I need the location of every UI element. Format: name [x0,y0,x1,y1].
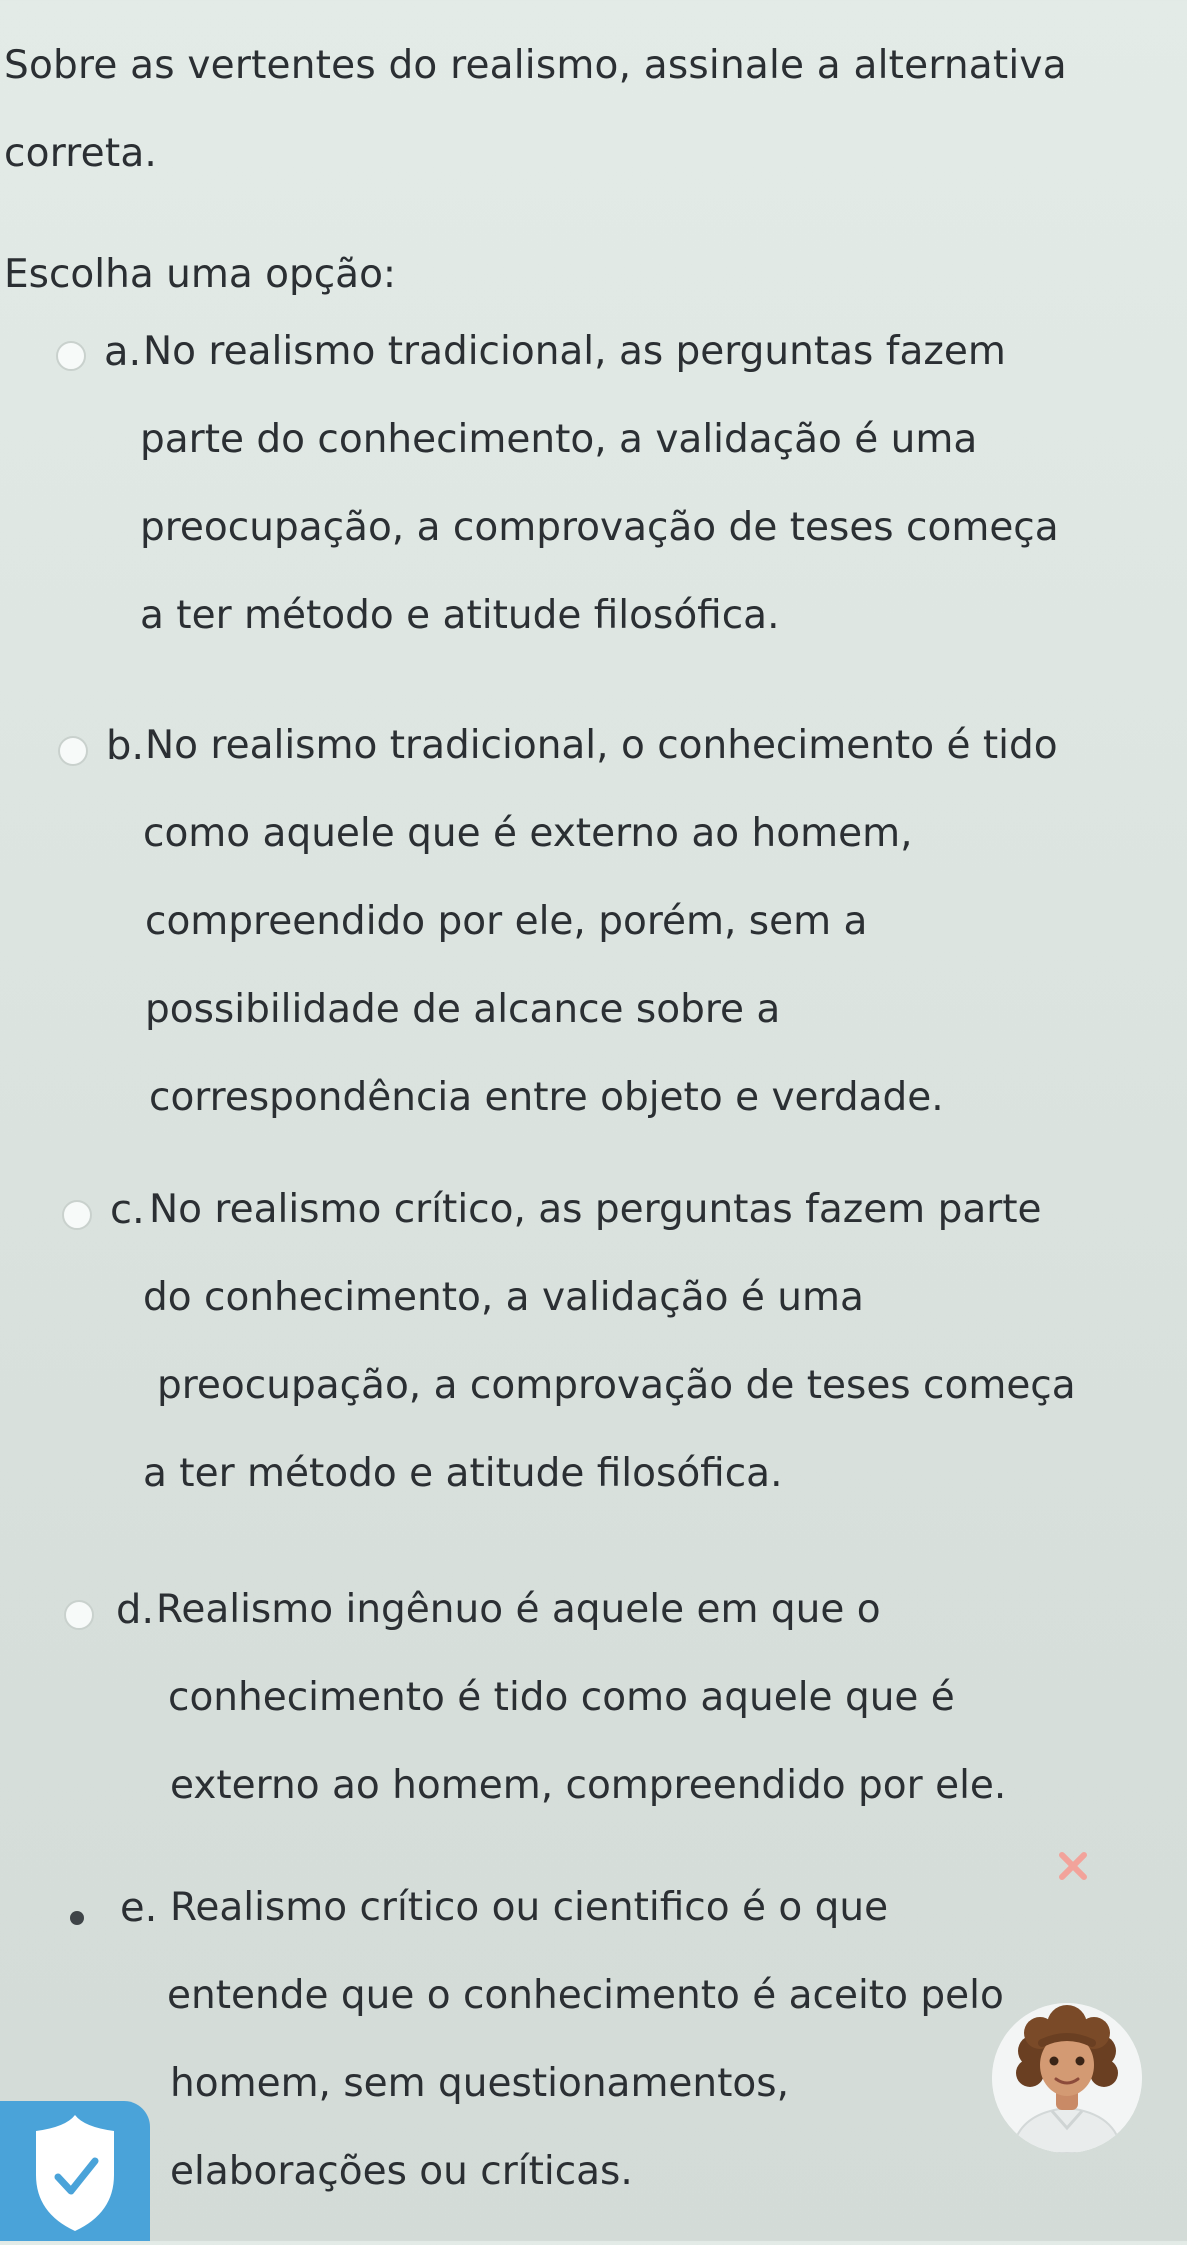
option-d-text [156,1566,1187,1830]
option-d-line-1: Realismo ingênuo é aquele em que o [156,1587,881,1632]
option-a-text [140,308,1187,660]
radio-option-b[interactable] [58,736,88,766]
option-c-text [143,1166,1187,1518]
assistant-avatar-icon[interactable] [992,2003,1142,2153]
option-a-letter: a. [104,329,142,375]
option-b-letter: b. [106,723,145,769]
choice-prompt: Escolha uma opção: [4,252,397,297]
question-text [4,22,1154,198]
option-b-line-5: correspondência entre objeto e verdade. [149,1075,944,1120]
radio-option-a[interactable] [56,341,86,371]
radio-option-e[interactable] [70,1911,84,1925]
close-icon [1057,1850,1089,1882]
option-b-line-4: possibilidade de alcance sobre a [145,987,781,1032]
option-c-line-4: a ter método e atitude filosófica. [143,1451,783,1496]
avatar-illustration [992,2003,1142,2153]
option-a-line-4: a ter método e atitude filosófica. [140,593,780,638]
radio-option-d[interactable] [64,1600,94,1630]
option-c-line-2: do conhecimento, a validação é uma [143,1275,864,1320]
option-e-line-1: Realismo crítico ou cientifico é o que [170,1885,889,1930]
question-line-1: Sobre as vertentes do realismo, assinale a alternativa [4,43,1067,88]
question-line-2: correta. [4,131,158,176]
option-e-line-2: entende que o conhecimento é aceito pelo [167,1973,1004,2018]
option-d-line-3: externo ao homem, compreendido por ele. [170,1763,1007,1808]
option-a-line-3: preocupação, a comprovação de teses começa [140,505,1059,550]
option-e-line-3: homem, sem questionamentos, [170,2061,790,2106]
option-c-line-3: preocupação, a comprovação de teses começa [157,1363,1076,1408]
shield-check-icon[interactable] [0,2101,150,2241]
option-b-line-1: No realismo tradicional, o conhecimento é tido [145,723,1058,768]
option-b-line-2: como aquele que é externo ao homem, [143,811,913,856]
option-e-letter: e. [120,1885,158,1931]
option-a-line-2: parte do conhecimento, a validação é uma [140,417,978,462]
option-b-line-3: compreendido por ele, porém, sem a [145,899,868,944]
option-d-line-2: conhecimento é tido como aquele que é [168,1675,955,1720]
option-c-letter: c. [110,1187,145,1233]
option-b-text [145,702,1187,1142]
option-d-letter: d. [116,1587,155,1633]
option-c-line-1: No realismo crítico, as perguntas fazem parte [149,1187,1042,1232]
shield-check-glyph [0,2101,150,2241]
radio-option-c[interactable] [62,1200,92,1230]
option-a-line-1: No realismo tradicional, as perguntas fazem [143,329,1006,374]
option-e-line-4: elaborações ou críticas. [170,2149,633,2194]
